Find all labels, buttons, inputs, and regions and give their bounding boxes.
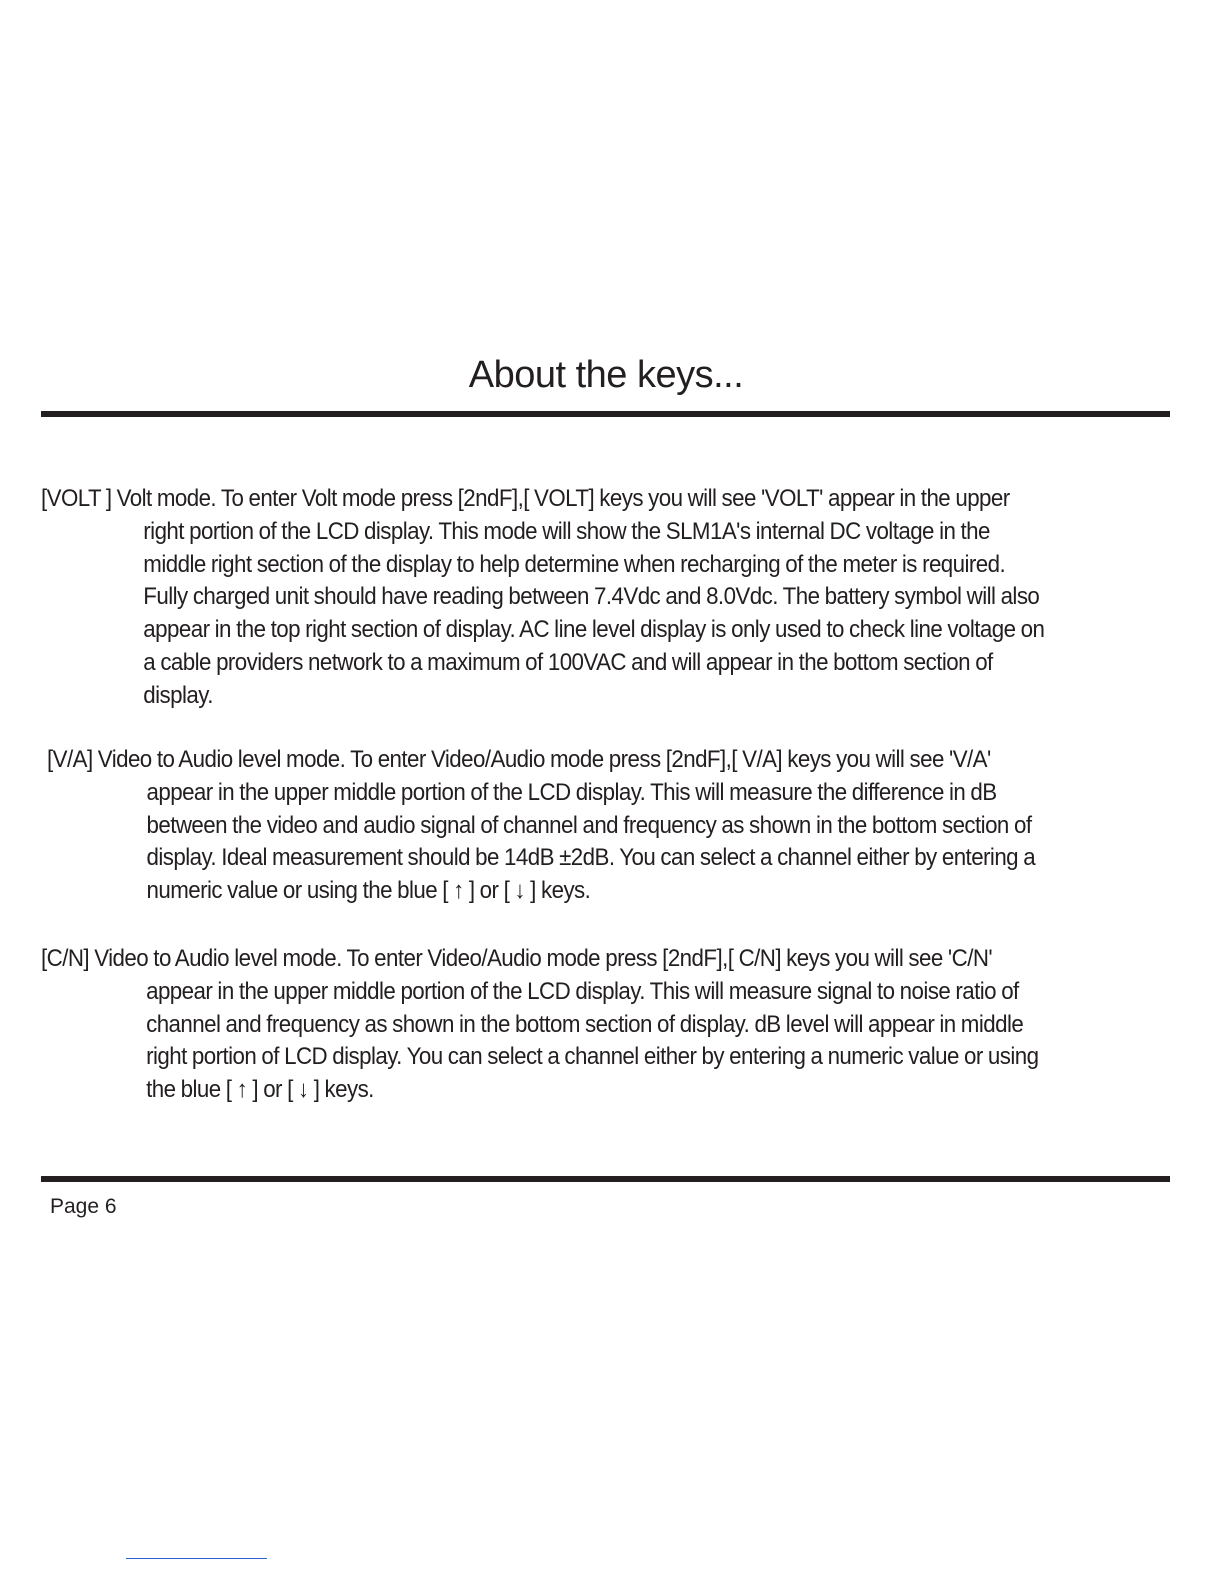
entry-line: middle right section of the display to help determine when recharging of the meter is required. (143, 550, 1006, 578)
entry-line: channel and frequency as shown in the bottom section of display. dB level will appear in middle (146, 1010, 1024, 1038)
entry-line: display. Ideal measurement should be 14dB ±2dB. You can select a channel either by entering a (146, 844, 1036, 872)
entry-line: a cable providers network to a maximum of 100VAC and will appear in the bottom section of (143, 648, 993, 676)
entry-line: appear in the upper middle portion of the LCD display. This will measure signal to noise ratio of (146, 977, 1019, 1005)
entry-volt (41, 483, 1101, 713)
entry-line: numeric value or using the blue [ ↑ ] or [ ↓ ] keys. (146, 877, 591, 905)
entry-line: display. (143, 681, 213, 709)
entry-line: [V/A] Video to Audio level mode. To enter Video/Audio mode press [2ndF],[ V/A] keys you will see 'V/A' (47, 746, 991, 773)
entry-line: right portion of the LCD display. This mode will show the SLM1A's internal DC voltage in the (143, 517, 990, 545)
entry-line: appear in the upper middle portion of the LCD display. This will measure the difference in dB (146, 778, 997, 806)
entry-cn (41, 943, 1101, 1107)
title-rule (41, 411, 1170, 417)
entry-va (47, 744, 1107, 908)
footer-rule (41, 1176, 1170, 1182)
scan-mark (126, 1558, 267, 1559)
entry-line: Fully charged unit should have reading between 7.4Vdc and 8.0Vdc. The battery symbol will also (143, 583, 1040, 611)
entry-line: between the video and audio signal of channel and frequency as shown in the bottom section of (146, 811, 1032, 839)
entry-line: appear in the top right section of display. AC line level display is only used to check line voltage on (143, 616, 1045, 644)
entry-line: [C/N] Video to Audio level mode. To enter Video/Audio mode press [2ndF],[ C/N] keys you will see 'C/N' (41, 945, 993, 972)
page-title: About the keys... (468, 354, 744, 396)
page-number: Page 6 (50, 1195, 117, 1218)
entry-line: right portion of LCD display. You can select a channel either by entering a numeric value or using (146, 1043, 1039, 1071)
entry-line: [VOLT ] Volt mode. To enter Volt mode press [2ndF],[ VOLT] keys you will see 'VOLT' appear in the upper (41, 485, 1010, 512)
entry-line: the blue [ ↑ ] or [ ↓ ] keys. (146, 1076, 374, 1104)
